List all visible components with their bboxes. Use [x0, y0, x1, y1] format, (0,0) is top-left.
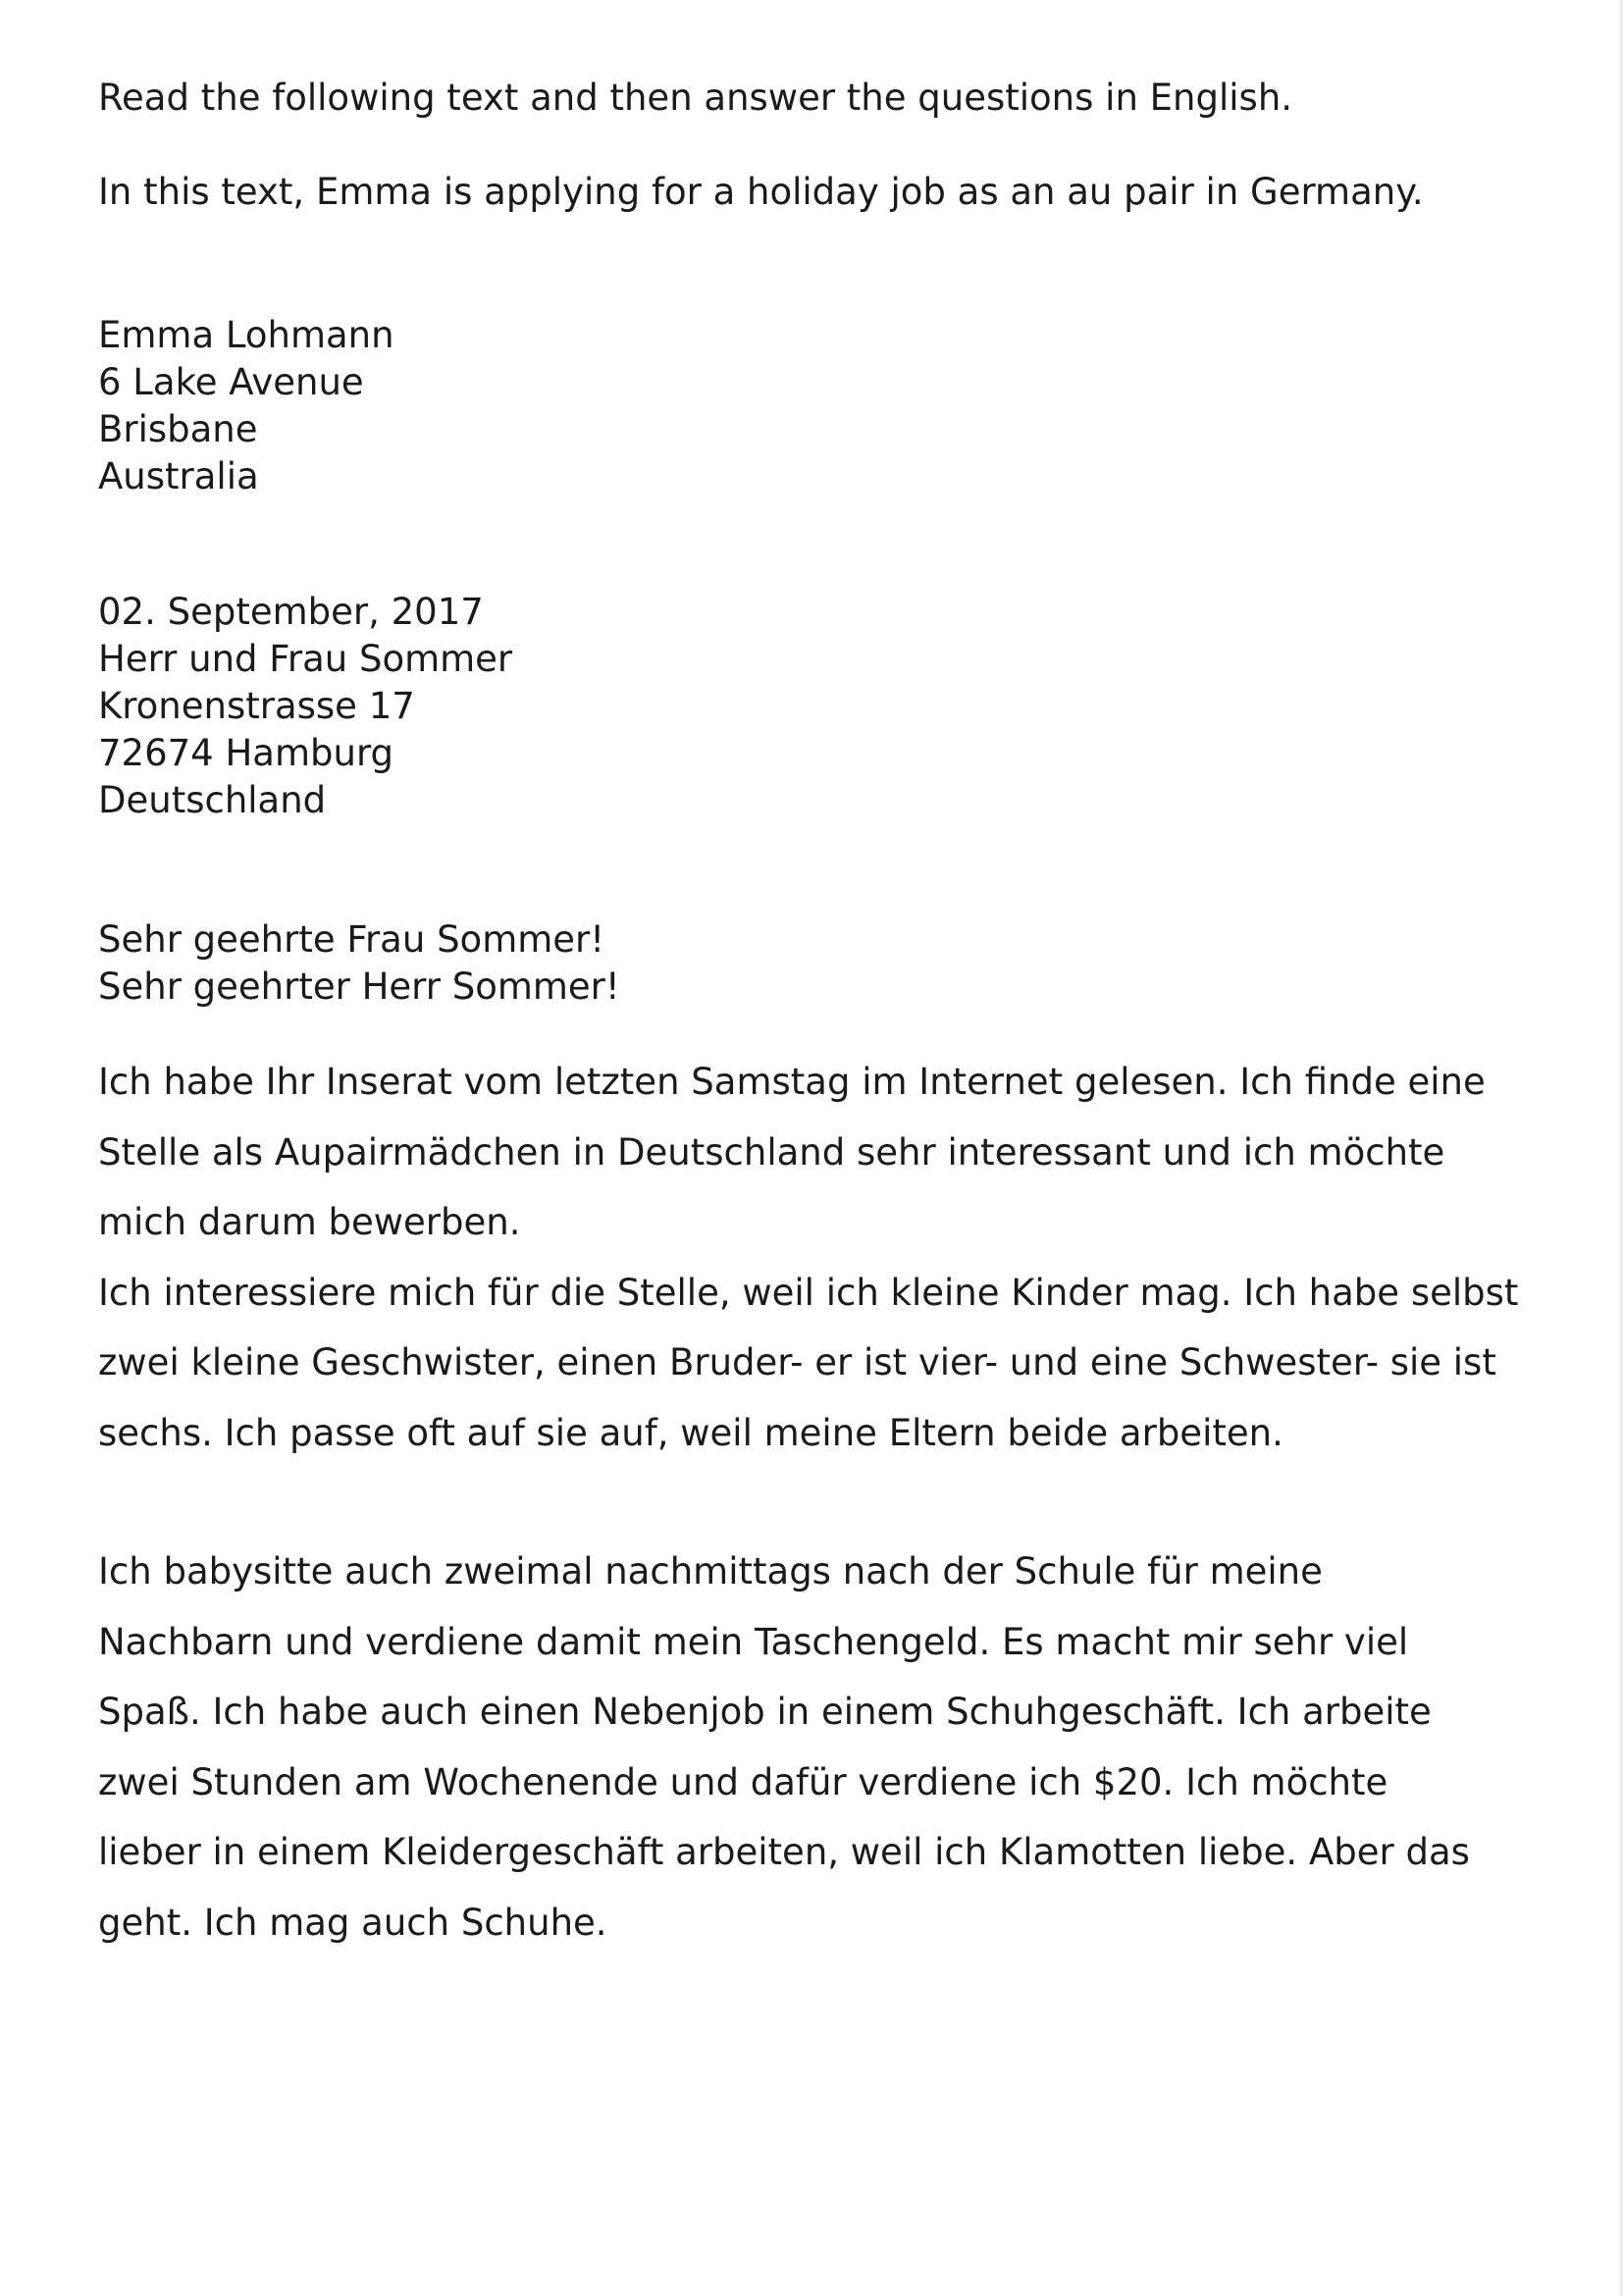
salutation-line: Sehr geehrter Herr Sommer! [98, 965, 620, 1008]
paragraph-line: mich darum bewerben. [98, 1201, 521, 1243]
paragraph-line: Ich interessiere mich für die Stelle, weil ich kleine Kinder mag. Ich habe selbst [98, 1271, 1519, 1314]
paragraph-line: geht. Ich mag auch Schuhe. [98, 1901, 607, 1944]
instruction-line: In this text, Emma is applying for a holiday job as an au pair in Germany. [98, 171, 1424, 213]
scan-edge-shadow [1617, 0, 1623, 2296]
instruction-line: Read the following text and then answer the questions in English. [98, 77, 1293, 119]
paragraph-line: Stelle als Aupairmädchen in Deutschland sehr interessant und ich möchte [98, 1130, 1445, 1174]
letter-paragraph-1 [98, 1047, 1531, 1468]
salutation-line: Sehr geehrte Frau Sommer! [98, 918, 605, 961]
instructions [98, 77, 1531, 287]
sender-name: Emma Lohmann [98, 314, 394, 356]
paragraph-line: Ich babysitte auch zweimal nachmittags nach der Schule für meine [98, 1550, 1323, 1592]
salutation [98, 916, 1531, 1011]
paragraph-line: sechs. Ich passe oft auf sie auf, weil meine Eltern beide arbeiten. [98, 1411, 1283, 1454]
paragraph-line: Nachbarn und verdiene damit mein Taschengeld. Es macht mir sehr viel [98, 1620, 1409, 1663]
recipient-street: Kronenstrasse 17 [98, 685, 415, 727]
paragraph-line: lieber in einem Kleidergeschäft arbeiten, weil ich Klamotten liebe. Aber das [98, 1831, 1470, 1873]
sender-street: 6 Lake Avenue [98, 361, 364, 403]
recipient-address [98, 589, 1531, 824]
sender-country: Australia [98, 455, 259, 497]
paragraph-line: Spaß. Ich habe auch einen Nebenjob in einem Schuhgeschäft. Ich arbeite [98, 1691, 1432, 1733]
sender-address [98, 312, 1531, 500]
letter-paragraph-2 [98, 1537, 1531, 1957]
recipient-name: Herr und Frau Sommer [98, 638, 513, 680]
paragraph-line: zwei Stunden am Wochenende und dafür verdiene ich $20. Ich möchte [98, 1760, 1388, 1803]
sender-city: Brisbane [98, 408, 258, 450]
letter-date: 02. September, 2017 [98, 591, 484, 633]
paragraph-line: zwei kleine Geschwister, einen Bruder- er ist vier- und eine Schwester- sie ist [98, 1341, 1496, 1383]
recipient-country: Deutschland [98, 779, 327, 821]
recipient-city: 72674 Hamburg [98, 732, 393, 774]
paragraph-line: Ich habe Ihr Inserat vom letzten Samstag im Internet gelesen. Ich finde eine [98, 1061, 1486, 1103]
